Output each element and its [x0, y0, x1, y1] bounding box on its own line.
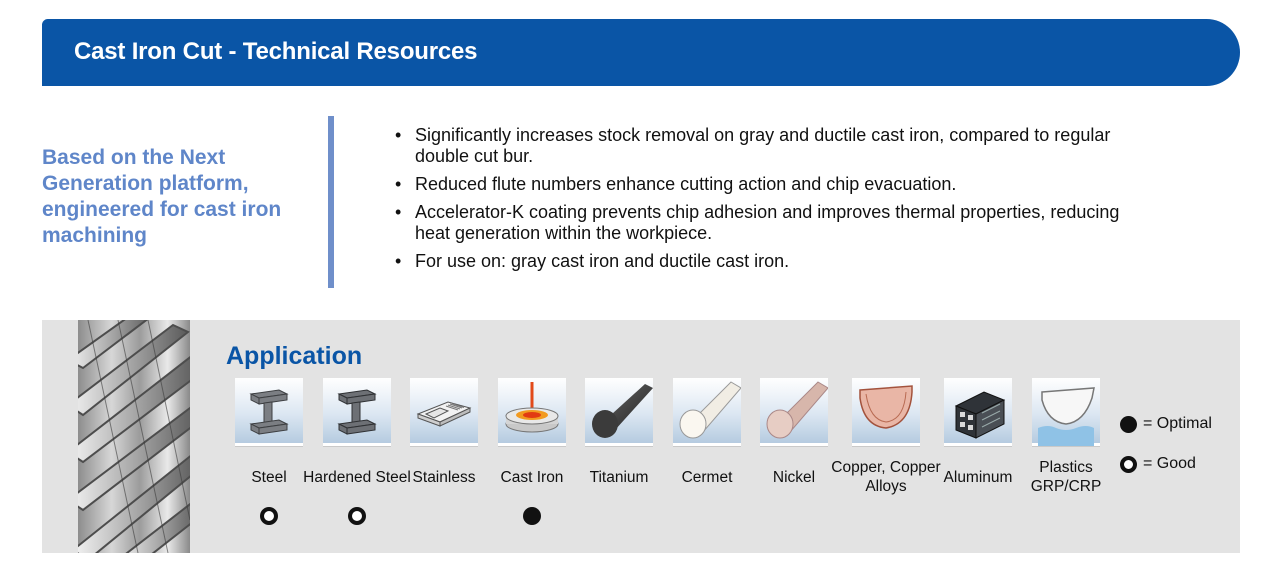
optimal-dot-icon	[1120, 416, 1137, 433]
material-label: Stainless	[412, 468, 476, 486]
hardened-steel-beam-icon	[323, 378, 391, 446]
material-label: Plastics GRP/CRP	[1030, 459, 1102, 495]
stainless-tray-icon	[410, 378, 478, 446]
feature-item: • For use on: gray cast iron and ductile cast iron.	[395, 251, 1155, 272]
material-steel	[235, 378, 303, 486]
aluminum-profile-icon	[944, 378, 1012, 446]
page-title: Cast Iron Cut - Technical Resources	[74, 38, 478, 65]
material-label: Steel	[251, 468, 287, 486]
rating-good-indicator	[260, 507, 278, 525]
copper-gutter-icon	[852, 378, 920, 446]
material-stainless	[410, 378, 478, 486]
material-titanium	[585, 378, 653, 486]
rating-good-indicator	[348, 507, 366, 525]
divider	[328, 116, 334, 288]
carbide-bur-image	[78, 320, 190, 553]
application-panel	[42, 320, 1240, 553]
nickel-rod-icon	[760, 378, 828, 446]
material-label: Nickel	[772, 468, 816, 486]
header-banner	[42, 19, 1240, 86]
material-hardened-steel	[303, 378, 411, 486]
feature-item: • Significantly increases stock removal on gray and ductile cast iron, compared to regular double cut bur.	[395, 125, 1155, 167]
legend-optimal	[1120, 415, 1212, 433]
legend-good-label: = Good	[1143, 455, 1196, 472]
cermet-rod-icon	[673, 378, 741, 446]
feature-list	[395, 125, 1155, 279]
material-label: Aluminum	[943, 468, 1013, 486]
cast-iron-pour-icon	[498, 378, 566, 446]
material-label: Hardened Steel	[303, 468, 411, 486]
feature-item: • Accelerator-K coating prevents chip adhesion and improves thermal properties, reducing heat generation within the workpiece.	[395, 202, 1155, 244]
material-label: Cast Iron	[500, 468, 564, 486]
material-plastics	[1030, 378, 1102, 495]
legend-good	[1120, 455, 1196, 473]
steel-beam-icon	[235, 378, 303, 446]
material-aluminum	[943, 378, 1013, 486]
material-label: Titanium	[589, 468, 649, 486]
good-ring-icon	[1120, 456, 1137, 473]
material-cast-iron	[498, 378, 566, 486]
material-label: Cermet	[681, 468, 733, 486]
intro-statement: Based on the Next Generation platform, engineered for cast iron machining	[42, 146, 282, 247]
legend-optimal-label: = Optimal	[1143, 415, 1212, 432]
material-cermet	[673, 378, 741, 486]
material-nickel	[760, 378, 828, 486]
feature-item: • Reduced flute numbers enhance cutting action and chip evacuation.	[395, 174, 1155, 195]
material-label: Copper, Copper Alloys	[831, 459, 941, 495]
rating-optimal-indicator	[523, 507, 541, 525]
material-copper	[831, 378, 941, 495]
application-title: Application	[226, 342, 363, 370]
plastics-hull-icon	[1032, 378, 1100, 446]
titanium-rod-icon	[585, 378, 653, 446]
